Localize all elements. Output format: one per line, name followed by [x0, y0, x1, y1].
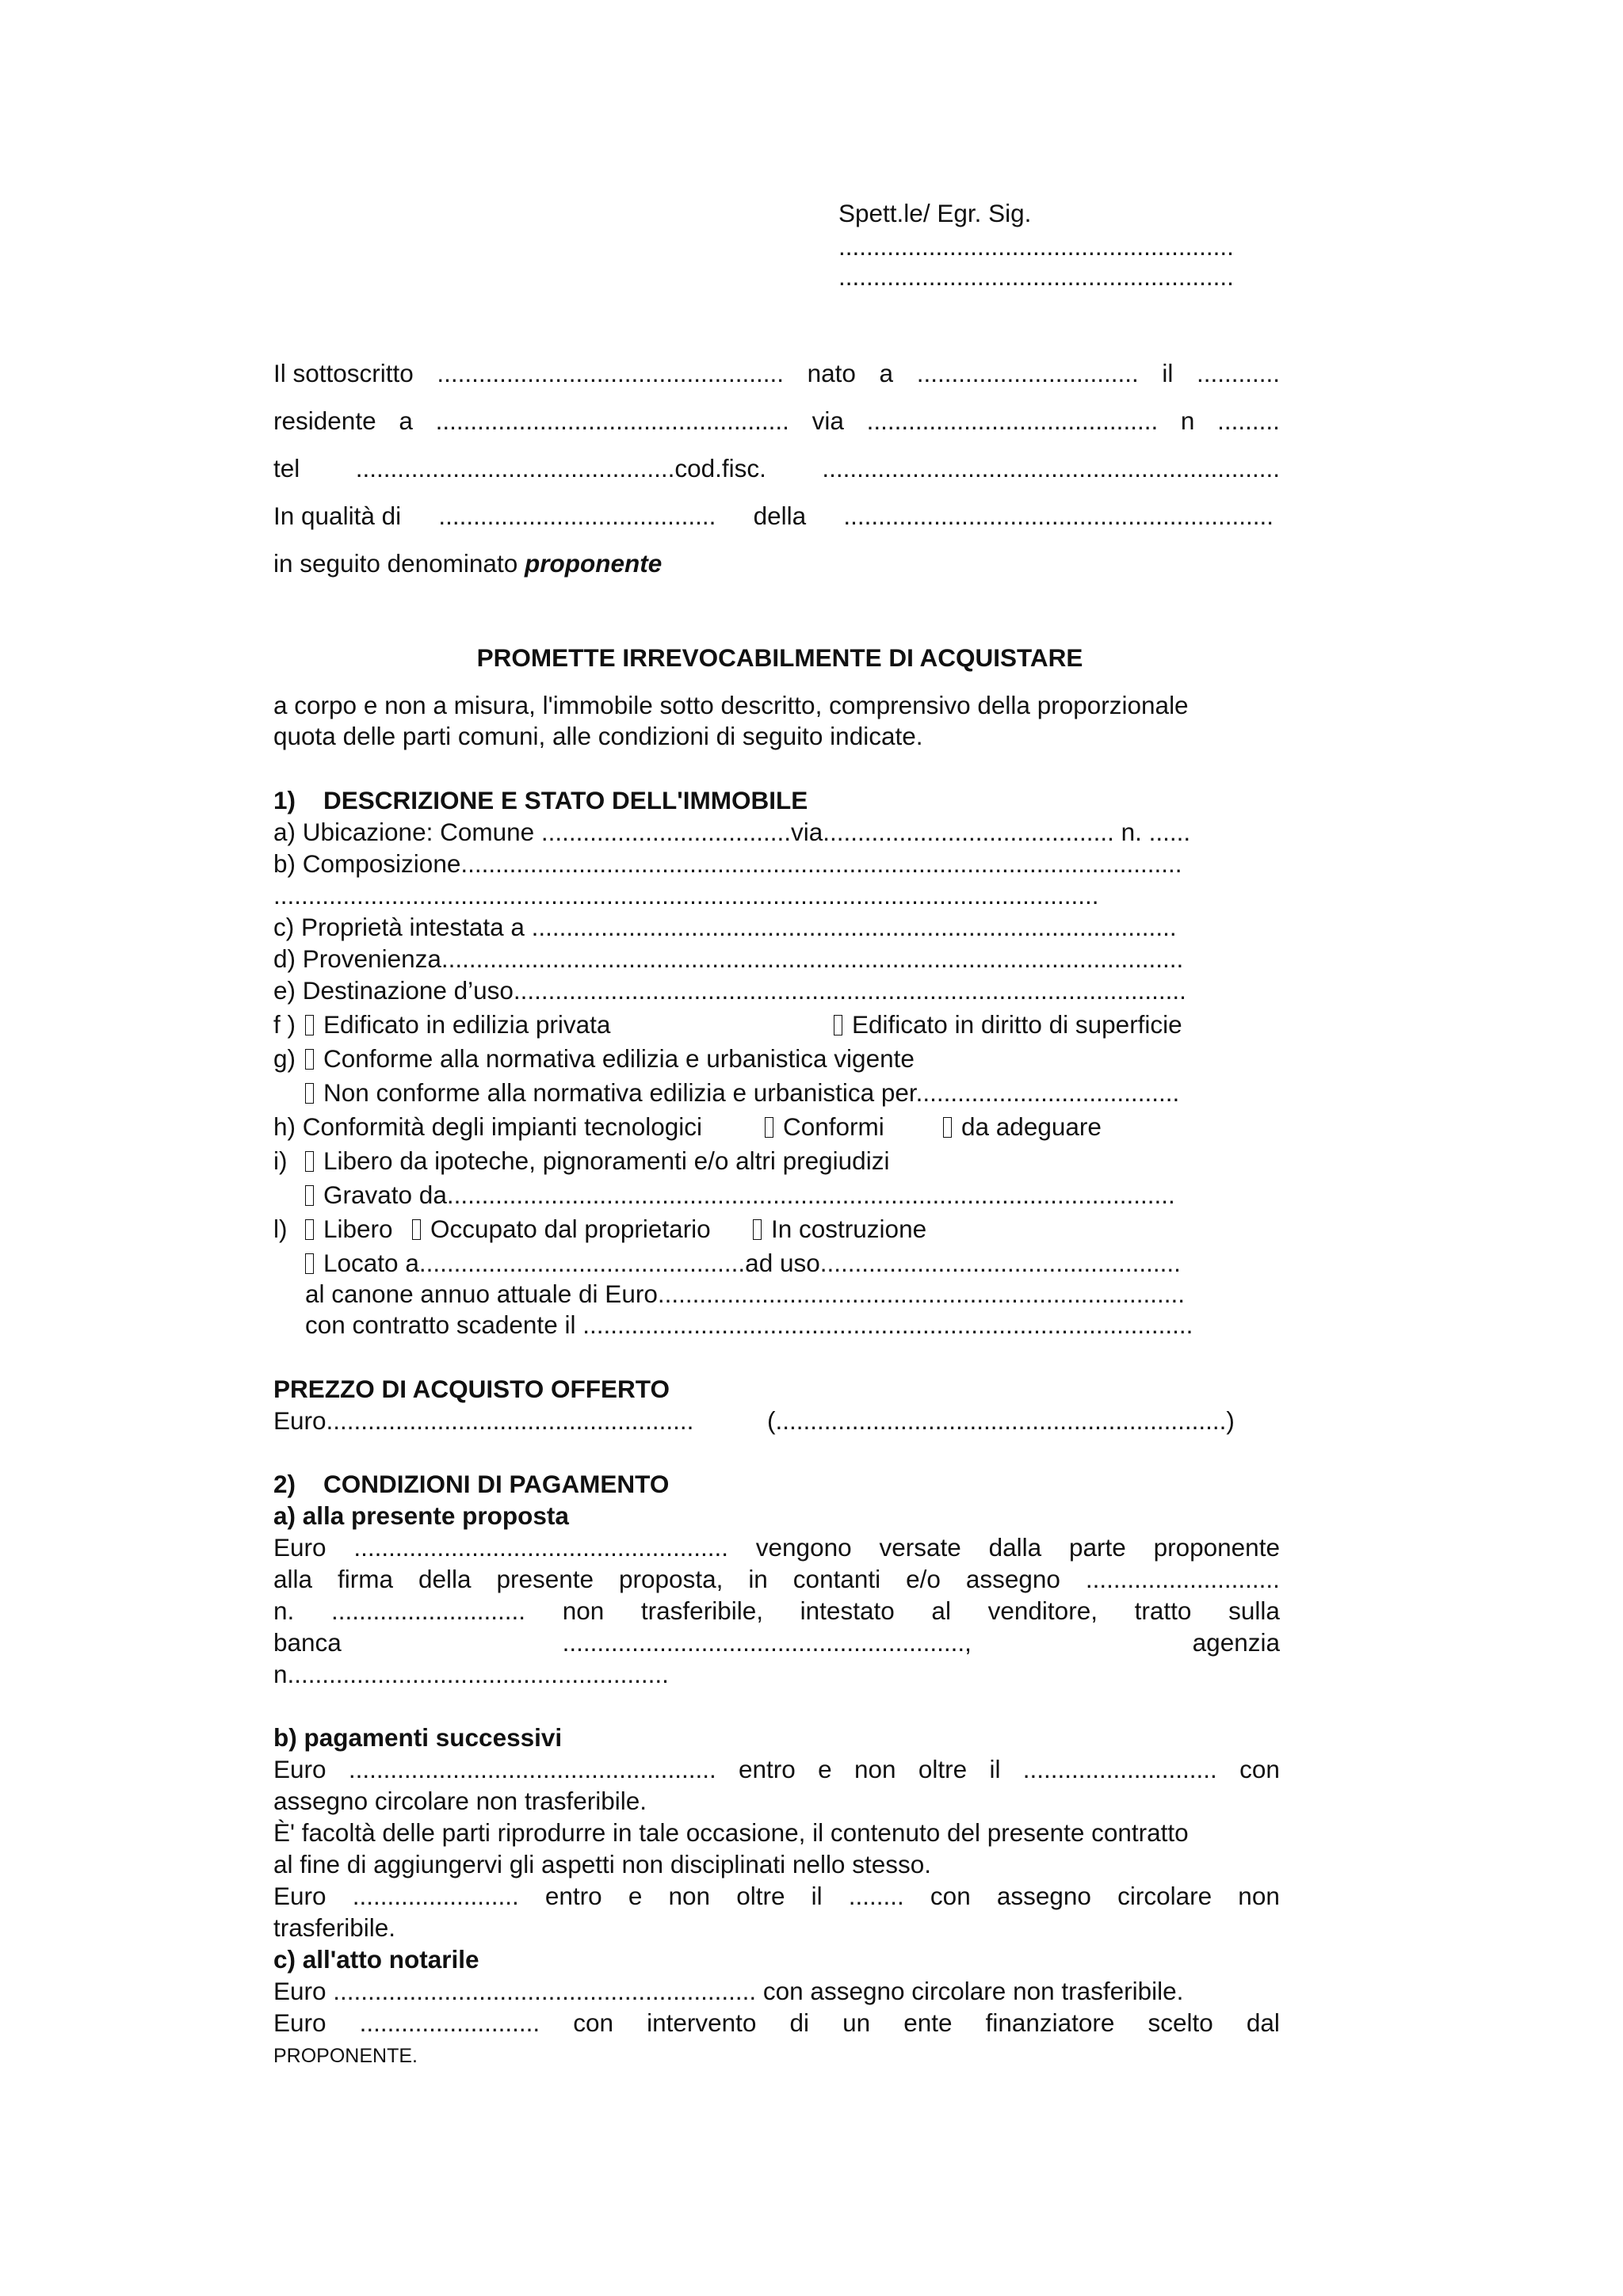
- label-sottoscritto: Il sottoscritto: [273, 359, 414, 387]
- sub-c-title: c) all'atto notarile: [273, 1945, 479, 1974]
- option-label: Gravato da.........................................................................................................: [323, 1180, 1175, 1209]
- word: ente: [903, 2008, 953, 2037]
- option-label: Libero: [323, 1215, 393, 1243]
- word: alla: [273, 1565, 313, 1593]
- item-d-provenienza: d) Provenienza...........................................................................................................: [273, 944, 1184, 973]
- item-g-option-1[interactable]: [305, 1044, 915, 1073]
- item-f-label: f ): [273, 1010, 296, 1039]
- word: e: [818, 1755, 832, 1783]
- item-h-label: h) Conformità degli impianti tecnologici: [273, 1112, 703, 1141]
- item-g-label: g): [273, 1044, 296, 1073]
- item-i-option-1[interactable]: [305, 1146, 890, 1175]
- field-dots: ............................: [1022, 1755, 1217, 1783]
- proposer-row-role: [273, 504, 1274, 529]
- field-dots: ..........................................: [866, 406, 1159, 435]
- word: al: [931, 1596, 951, 1625]
- section-2-title: CONDIZIONI DI PAGAMENTO: [323, 1470, 670, 1498]
- word: intervento: [647, 2008, 757, 2037]
- item-g-option-2[interactable]: [305, 1078, 1180, 1107]
- sub-b-title: b) pagamenti successivi: [273, 1723, 563, 1752]
- checkbox-icon[interactable]: [305, 1253, 314, 1274]
- word: Euro: [273, 1533, 327, 1562]
- word: assegno: [965, 1565, 1060, 1593]
- sub-b-line-2: assegno circolare non trasferibile.: [273, 1787, 647, 1815]
- word: presente: [496, 1565, 594, 1593]
- denomination-role: proponente: [524, 549, 663, 578]
- label-della: della: [753, 502, 807, 530]
- proposer-row-residence: [273, 406, 1280, 435]
- field-dots: ........................................: [438, 502, 716, 530]
- word: firma: [338, 1565, 393, 1593]
- word: finanziatore: [985, 2008, 1115, 2037]
- checkbox-icon[interactable]: [305, 1083, 314, 1104]
- word: vengono: [755, 1533, 852, 1562]
- price-euro: Euro.....................................................: [273, 1406, 694, 1435]
- label-tel: tel: [273, 454, 300, 482]
- checkbox-icon[interactable]: [834, 1015, 842, 1035]
- field-dots: ........................: [352, 1882, 519, 1910]
- denomination-prefix: in seguito denominato: [273, 549, 518, 578]
- word: con: [930, 1882, 971, 1910]
- item-f-option-2[interactable]: [834, 1010, 1182, 1039]
- word: in: [748, 1565, 768, 1593]
- word: della: [418, 1565, 472, 1593]
- field-dots: ..............................................................: [843, 502, 1274, 530]
- field-dots: ......................................................: [353, 1533, 728, 1562]
- word: trasferibile,: [640, 1596, 763, 1625]
- word: non: [1238, 1882, 1280, 1910]
- checkbox-icon[interactable]: [305, 1219, 314, 1240]
- checkbox-icon[interactable]: [765, 1117, 773, 1138]
- item-l-option-4[interactable]: [305, 1251, 1181, 1276]
- item-i-option-2[interactable]: [305, 1180, 1175, 1209]
- label-a: a: [879, 359, 894, 387]
- word: di: [789, 2008, 810, 2037]
- word: versate: [879, 1533, 961, 1562]
- checkbox-icon[interactable]: [753, 1219, 762, 1240]
- label-n: n: [1180, 406, 1195, 435]
- option-label: Occupato dal proprietario: [430, 1215, 711, 1243]
- word: n.: [273, 1596, 295, 1625]
- word: con: [1239, 1755, 1280, 1783]
- word: Euro: [273, 2008, 327, 2037]
- field-dots: ................................: [916, 359, 1139, 387]
- item-c-proprieta: c) Proprietà intestata a .............................................................................................: [273, 913, 1177, 941]
- sub-a-line-4: [273, 1630, 1280, 1656]
- field-dots: ............................: [1085, 1565, 1280, 1593]
- option-label: Libero da ipoteche, pignoramenti e/o altri pregiudizi: [323, 1146, 890, 1175]
- sub-a-title: a) alla presente proposta: [273, 1501, 569, 1530]
- item-l-option-1[interactable]: [305, 1217, 393, 1242]
- addressee-line-1: .........................................................: [838, 232, 1234, 261]
- item-l-canone: al canone annuo attuale di Euro............................................................................: [305, 1280, 1185, 1308]
- sub-a-line-1: [273, 1535, 1280, 1561]
- checkbox-icon[interactable]: [943, 1117, 952, 1138]
- word: e/o: [906, 1565, 941, 1593]
- item-b-composizione: b) Composizione........................................................................................................: [273, 849, 1182, 878]
- checkbox-icon[interactable]: [305, 1151, 314, 1172]
- section-1-title: DESCRIZIONE E STATO DELL'IMMOBILE: [323, 786, 808, 814]
- item-i-label: i): [273, 1146, 288, 1175]
- intro-line-1: a corpo e non a misura, l'immobile sotto descritto, comprensivo della proporzionale: [273, 691, 1189, 719]
- word: circolare: [1117, 1882, 1212, 1910]
- word: non: [854, 1755, 896, 1783]
- sub-b-line-1: [273, 1757, 1280, 1783]
- option-label: Locato a...............................................ad uso....................................................: [323, 1249, 1181, 1277]
- item-l-option-3[interactable]: [753, 1217, 926, 1242]
- field-dots: ........: [848, 1882, 904, 1910]
- sub-a-line-5: n.......................................................: [273, 1660, 669, 1688]
- word: dal: [1246, 2008, 1280, 2037]
- word: non: [562, 1596, 605, 1625]
- field-dots: ............................: [330, 1596, 526, 1625]
- field-dots: ............: [1196, 359, 1280, 387]
- word: un: [842, 2008, 871, 2037]
- proposer-row-tel: [273, 456, 1280, 482]
- checkbox-icon[interactable]: [412, 1219, 421, 1240]
- option-label: Non conforme alla normativa edilizia e urbanistica per......................................: [323, 1078, 1180, 1107]
- sub-c-line-3: PROPONENTE.: [273, 2045, 418, 2067]
- field-dots: .....................................................: [348, 1755, 716, 1783]
- word: assegno: [996, 1882, 1091, 1910]
- sub-b-line-6: trasferibile.: [273, 1913, 396, 1942]
- word: Euro: [273, 1755, 327, 1783]
- sub-a-line-2: [273, 1567, 1280, 1592]
- section-2-number: 2): [273, 1470, 296, 1498]
- word: il: [989, 1755, 1001, 1783]
- proposer-denomination: [273, 551, 662, 577]
- option-label: Edificato in edilizia privata: [323, 1010, 611, 1039]
- word: agenzia: [1192, 1628, 1280, 1657]
- item-l-contratto: con contratto scadente il ........................................................................................: [305, 1310, 1193, 1339]
- item-a-ubicazione: a) Ubicazione: Comune ....................................via.......................................... n. ......: [273, 818, 1191, 846]
- word: oltre: [736, 1882, 785, 1910]
- item-l-label: l): [273, 1215, 288, 1243]
- sub-b-line-4: al fine di aggiungervi gli aspetti non disciplinati nello stesso.: [273, 1850, 931, 1878]
- proposer-row-name: [273, 361, 1280, 387]
- addressee-line-2: .........................................................: [838, 262, 1234, 291]
- word: sulla: [1228, 1596, 1280, 1625]
- word: parte: [1068, 1533, 1126, 1562]
- word: il: [811, 1882, 823, 1910]
- sub-b-line-3: È' facoltà delle parti riprodurre in tale occasione, il contenuto del presente contratto: [273, 1818, 1189, 1847]
- word: e: [628, 1882, 643, 1910]
- item-e-destinazione: e) Destinazione d’uso.................................................................................................: [273, 976, 1186, 1005]
- item-f-option-1[interactable]: [305, 1010, 611, 1039]
- price-in-words: (.................................................................): [767, 1406, 1235, 1435]
- word: proposta,: [619, 1565, 724, 1593]
- label-nato: nato: [807, 359, 856, 387]
- item-l-option-2[interactable]: [412, 1217, 711, 1242]
- field-dots: ..................................................: [437, 359, 785, 387]
- label-residente: residente: [273, 406, 376, 435]
- page-title: PROMETTE IRREVOCABILMENTE DI ACQUISTARE: [476, 643, 1083, 672]
- sub-c-line-1: Euro ............................................................. con assegno circolare non trasferibile.: [273, 1977, 1184, 2005]
- word: con: [573, 2008, 614, 2037]
- field-dots: ..........................: [359, 2008, 540, 2037]
- item-b-continuation: .......................................................................................................................: [273, 881, 1099, 910]
- word: contanti: [792, 1565, 881, 1593]
- checkbox-icon[interactable]: [305, 1049, 314, 1070]
- field-dots: ..................................................................: [822, 454, 1280, 482]
- word: banca: [273, 1628, 342, 1657]
- label-codfisc: ..............................................cod.fisc.: [355, 454, 766, 482]
- label-via: via: [812, 406, 844, 435]
- word: dalla: [988, 1533, 1042, 1562]
- sub-c-line-2: [273, 2008, 1280, 2037]
- word: scelto: [1148, 2008, 1213, 2037]
- word: entro: [739, 1755, 796, 1783]
- sub-b-line-5: [273, 1884, 1280, 1909]
- option-label: In costruzione: [771, 1215, 927, 1243]
- word: Euro: [273, 1882, 327, 1910]
- option-label: Edificato in diritto di superficie: [852, 1010, 1182, 1039]
- sub-a-line-3: [273, 1596, 1280, 1625]
- item-h-option-2[interactable]: [943, 1112, 1102, 1141]
- field-dots: ...................................................: [435, 406, 789, 435]
- field-dots: .........: [1217, 406, 1280, 435]
- checkbox-icon[interactable]: [305, 1015, 314, 1035]
- option-label: Conforme alla normativa edilizia e urbanistica vigente: [323, 1044, 915, 1073]
- addressee-salutation: Spett.le/ Egr. Sig.: [838, 199, 1032, 227]
- price-title: PREZZO DI ACQUISTO OFFERTO: [273, 1375, 670, 1403]
- section-1-number: 1): [273, 786, 296, 814]
- item-h-option-1[interactable]: [765, 1112, 884, 1141]
- word: non: [668, 1882, 711, 1910]
- word: intestato: [800, 1596, 895, 1625]
- checkbox-icon[interactable]: [305, 1185, 314, 1206]
- word: tratto: [1134, 1596, 1192, 1625]
- word: venditore,: [987, 1596, 1098, 1625]
- option-label: da adeguare: [961, 1112, 1102, 1141]
- word: entro: [544, 1882, 602, 1910]
- option-label: Conformi: [783, 1112, 884, 1141]
- label-il: il: [1162, 359, 1174, 387]
- label-qualita: In qualità di: [273, 502, 402, 530]
- label-a: a: [399, 406, 413, 435]
- word: proponente: [1153, 1533, 1280, 1562]
- field-dots: ..........................................................,: [562, 1628, 972, 1657]
- word: oltre: [918, 1755, 968, 1783]
- intro-line-2: quota delle parti comuni, alle condizioni di seguito indicate.: [273, 722, 923, 750]
